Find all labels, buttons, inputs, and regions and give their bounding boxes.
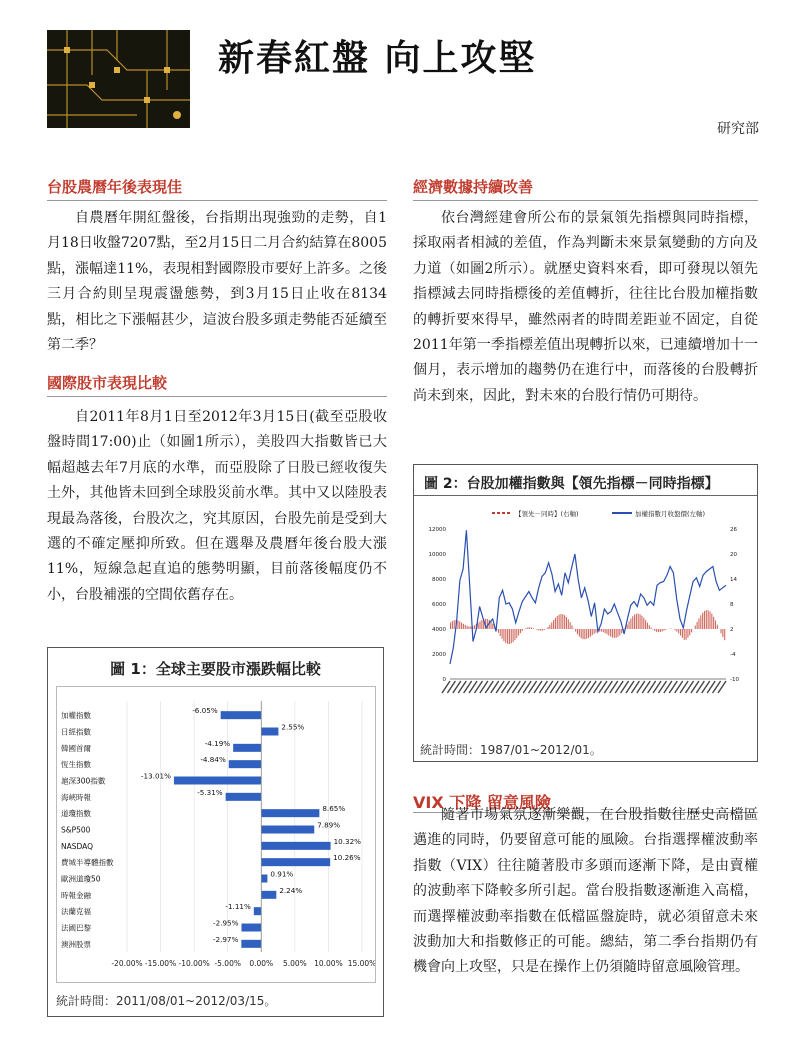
x-tick-label: 10.00%: [314, 959, 343, 968]
indicator-bar: [582, 629, 583, 639]
indicator-bar: [459, 621, 460, 629]
page-title: 新春紅盤 向上攻堅: [218, 38, 537, 79]
indicator-bar: [689, 629, 690, 635]
indicator-bar: [617, 629, 618, 637]
section-text-2: 自2011年8月1日至2012年3月15日(截至亞股收盤時間17:00)止（如圖1所示），美股四大指數皆已大幅超越去年7月底的水準，而亞股除了日股已經收復失土外，其他皆未回到全球股災前水準。其中又以陸股表現最為落後，台股次之，究其原因，台股先前是受到大選的不確定壓抑所致。但在選舉及農曆年後台股大漲11%，短線急起直追的態勢明顯，目前落後幅度仍不小，台股補漲的空間依舊存在。: [47, 409, 387, 603]
indicator-bar: [520, 629, 521, 633]
indicator-bar: [562, 614, 563, 629]
x-tick-label: -5.00%: [214, 959, 241, 968]
indicator-bar: [632, 616, 633, 629]
indicator-bar: [715, 621, 716, 629]
indicator-bar: [724, 629, 725, 640]
indicator-bar: [500, 629, 501, 636]
indicator-bar: [470, 627, 471, 629]
category-label: 法蘭克福: [61, 907, 91, 917]
indicator-bar: [588, 629, 589, 638]
category-label: 韓國首爾: [61, 743, 91, 753]
indicator-bar: [465, 625, 466, 629]
indicator-bar: [570, 622, 571, 629]
indicator-bar: [614, 629, 615, 638]
indicator-bar: [527, 627, 528, 629]
indicator-bar: [658, 629, 659, 632]
data-label: -2.97%: [212, 934, 239, 944]
figure-2: [413, 464, 758, 762]
indicator-bar: [704, 611, 705, 629]
indicator-bar: [454, 620, 455, 629]
bar: [261, 858, 330, 866]
x-tick-label: 0.00%: [249, 959, 274, 968]
data-label: 2.55%: [281, 722, 305, 732]
indicator-bar: [641, 616, 642, 629]
left-tick-label: 6000: [432, 602, 446, 608]
indicator-bar: [686, 629, 687, 640]
bar: [226, 793, 262, 801]
indicator-bar: [682, 629, 683, 638]
data-label: -2.95%: [213, 918, 239, 928]
category-label: 費城半導體指數: [61, 858, 114, 868]
section-rule: [413, 200, 758, 201]
bar: [174, 777, 261, 785]
category-label: 恆生指數: [61, 760, 91, 770]
indicator-bar: [697, 622, 698, 629]
figure-2-note: 統計時間：1987/01~2012/01。: [420, 743, 602, 757]
bar: [229, 760, 261, 768]
legend-label: 【領先－同時】(右軸): [515, 510, 579, 518]
indicator-bar: [700, 615, 701, 629]
indicator-bar: [581, 629, 582, 638]
data-label: 10.32%: [333, 836, 361, 846]
indicator-bar: [590, 629, 591, 637]
indicator-bar: [511, 629, 512, 643]
left-tick-label: 0: [442, 677, 446, 683]
indicator-bar: [540, 629, 541, 631]
legend-label: 加權指數月收盤價(左軸): [635, 510, 706, 518]
indicator-bar: [663, 629, 664, 631]
indicator-bar: [559, 615, 560, 629]
indicator-bar: [505, 629, 506, 643]
indicator-bar: [708, 610, 709, 629]
indicator-bar: [544, 629, 545, 630]
indicator-bar: [457, 621, 458, 629]
indicator-bar: [594, 629, 595, 634]
indicator-bar: [452, 621, 453, 629]
indicator-bar: [461, 623, 462, 629]
indicator-bar: [557, 616, 558, 629]
data-label: 7.89%: [317, 820, 341, 830]
indicator-bar: [518, 629, 519, 635]
indicator-bar: [630, 619, 631, 629]
indicator-bar: [660, 629, 661, 632]
indicator-bar: [662, 629, 663, 631]
x-tick-label: -10.00%: [178, 959, 210, 968]
indicator-bar: [467, 626, 468, 629]
indicator-bar: [610, 629, 611, 637]
indicator-bar: [492, 624, 493, 629]
right-tick-label: 14: [730, 577, 737, 583]
indicator-bar: [533, 628, 534, 629]
x-tick-label: -20.00%: [111, 959, 143, 968]
indicator-bar: [656, 629, 657, 632]
indicator-bar: [717, 625, 718, 629]
indicator-bar: [698, 618, 699, 629]
indicator-bar: [503, 629, 504, 641]
x-tick-label: -15.00%: [144, 959, 177, 968]
indicator-bar: [514, 629, 515, 640]
indicator-bar: [612, 629, 613, 637]
indicator-bar: [522, 629, 523, 631]
left-tick-label: 12000: [428, 527, 446, 533]
indicator-bar: [548, 627, 549, 629]
indicator-bar: [621, 629, 622, 633]
bar: [261, 875, 267, 883]
indicator-bar: [571, 625, 572, 629]
right-tick-label: 26: [730, 527, 737, 533]
figure-2-title-rule: [414, 495, 757, 496]
category-label: 海峽時報: [61, 792, 91, 802]
section-text-1: 自農曆年開紅盤後，台指期出現強勁的走勢，自1月18日收盤7207點，至2月15日二月合約結算在8005點，漲幅達11%，表現相對國際股市要好上許多。之後三月合約則呈現震盪態勢，到3月15日止收在8134點，相比之下漲幅甚少，這波台股多頭走勢能否延續至第二季？: [47, 210, 387, 354]
x-tick-label: 5.00%: [282, 959, 307, 968]
section-title-4b: 下降 留意風險: [443, 793, 551, 812]
category-label: 澳洲股票: [61, 939, 91, 949]
department: 研究部: [717, 121, 759, 137]
indicator-bar: [579, 629, 580, 637]
indicator-bar: [531, 628, 532, 629]
figure-1: [47, 647, 384, 1017]
data-label: 2.24%: [279, 885, 303, 895]
figure-1-plot-frame: [56, 686, 376, 983]
section-text-4: 隨著市場氣氛逐漸樂觀，在台股指數往歷史高檔區邁進的同時，仍要留意可能的風險。台指選擇權波動率指數（VIX）往往隨著股市多頭而逐漸下降，是由賣權的波動率下降較多所引起。當台股指數逐漸進入高檔，而選擇權波動率指數在低檔區盤旋時，就必須留意未來波動加大和指數修正的可能。總結，第二季台指期仍有機會向上攻堅，只是在操作上仍須隨時留意風險管理。: [413, 807, 758, 976]
right-tick-label: -10: [730, 677, 739, 683]
indicator-bar: [586, 629, 587, 639]
indicator-bar: [711, 614, 712, 629]
indicator-bar: [645, 620, 646, 629]
data-label: 0.91%: [270, 869, 294, 879]
indicator-bar: [478, 623, 479, 629]
indicator-bar: [654, 629, 655, 631]
figure-1-note: 統計時間：2011/08/01~2012/03/15。: [56, 994, 277, 1008]
index-line: [450, 530, 726, 664]
section-title-3: 經濟數據持續改善: [413, 178, 534, 196]
indicator-bar: [564, 615, 565, 629]
category-label: S&P500: [61, 825, 91, 835]
figure-1-title: 圖 1：全球主要股市漲跌幅比較: [110, 660, 321, 678]
indicator-bar: [568, 619, 569, 629]
indicator-bar: [684, 629, 685, 640]
indicator-bar: [616, 629, 617, 638]
indicator-bar: [553, 620, 554, 629]
section-title-4a: VIX: [413, 793, 444, 812]
indicator-bar: [691, 629, 692, 632]
indicator-bar: [577, 629, 578, 634]
category-label: 加權指數: [61, 711, 91, 721]
indicator-bar: [619, 629, 620, 635]
indicator-bar: [649, 625, 650, 629]
indicator-bar: [706, 610, 707, 629]
figure-2-chart: [416, 501, 754, 737]
data-label: 10.26%: [333, 853, 361, 863]
left-tick-label: 4000: [432, 627, 446, 633]
indicator-bar: [638, 614, 639, 629]
header-photo: [47, 30, 190, 128]
right-tick-label: 2: [730, 627, 734, 633]
category-label: 時報金融: [61, 890, 91, 900]
left-tick-label: 8000: [432, 577, 446, 583]
indicator-bar: [555, 618, 556, 629]
indicator-bar: [606, 629, 607, 634]
indicator-bar: [634, 615, 635, 629]
category-label: NASDAQ: [61, 841, 94, 851]
section-title-1: 台股農曆年後表現佳: [47, 178, 183, 196]
indicator-bar: [525, 628, 526, 629]
indicator-bar: [536, 629, 537, 630]
indicator-bar: [676, 629, 677, 632]
indicator-bar: [502, 629, 503, 639]
indicator-bar: [720, 629, 721, 633]
category-label: 法國巴黎: [61, 923, 91, 933]
indicator-bar: [509, 629, 510, 644]
indicator-bar: [678, 629, 679, 633]
indicator-bar: [507, 629, 508, 644]
indicator-bar: [647, 623, 648, 629]
indicator-bar: [702, 613, 703, 629]
indicator-bar: [463, 624, 464, 629]
bar: [261, 842, 330, 850]
indicator-bar: [651, 628, 652, 629]
category-label: 歐洲道瓊50: [61, 874, 101, 884]
indicator-bar: [498, 629, 499, 633]
indicator-bar: [592, 629, 593, 635]
indicator-bar: [627, 624, 628, 629]
data-label: -13.01%: [140, 771, 171, 781]
right-tick-label: 8: [730, 602, 734, 608]
left-tick-label: 2000: [432, 652, 446, 658]
section-title-2: 國際股市表現比較: [47, 374, 168, 392]
section-rule: [47, 396, 387, 397]
indicator-bar: [640, 614, 641, 629]
indicator-bar: [575, 629, 576, 632]
indicator-bar: [709, 611, 710, 629]
indicator-bar: [722, 629, 723, 637]
data-label: -6.05%: [192, 706, 218, 716]
bar: [233, 744, 261, 752]
indicator-bar: [516, 629, 517, 638]
right-tick-label: 20: [730, 552, 737, 558]
indicator-bar: [652, 629, 653, 630]
category-label: 滬深300指數: [61, 776, 106, 786]
bar: [261, 809, 319, 817]
data-label: 8.65%: [322, 804, 346, 814]
indicator-bar: [605, 629, 606, 633]
data-label: -1.11%: [225, 902, 251, 912]
x-tick-label: 15.00%: [347, 959, 375, 968]
indicator-bar: [628, 621, 629, 629]
data-label: -5.31%: [197, 787, 223, 797]
indicator-bar: [643, 618, 644, 629]
indicator-bar: [566, 617, 567, 629]
indicator-bar: [479, 621, 480, 629]
bar: [261, 826, 314, 834]
bar: [241, 940, 261, 948]
section-rule: [47, 200, 387, 201]
indicator-bar: [529, 627, 530, 629]
indicator-bar: [542, 629, 543, 631]
indicator-bar: [695, 626, 696, 629]
figure-1-chart: [57, 687, 375, 982]
indicator-bar: [584, 629, 585, 639]
indicator-bar: [481, 620, 482, 629]
indicator-bar: [680, 629, 681, 636]
indicator-bar: [551, 622, 552, 629]
indicator-bar: [674, 629, 675, 630]
indicator-bar: [713, 617, 714, 629]
indicator-bar: [474, 625, 475, 629]
indicator-bar: [468, 626, 469, 629]
indicator-bar: [687, 629, 688, 638]
data-label: -4.84%: [200, 755, 226, 765]
bar: [254, 907, 261, 915]
bar: [261, 728, 278, 736]
indicator-bar: [608, 629, 609, 635]
indicator-bar: [513, 629, 514, 642]
indicator-bar: [636, 614, 637, 629]
data-label: -4.19%: [204, 738, 231, 748]
indicator-bar: [665, 629, 666, 630]
indicator-bar: [595, 629, 596, 633]
right-tick-label: -4: [730, 652, 736, 658]
indicator-bar: [490, 621, 491, 629]
indicator-bar: [603, 629, 604, 632]
indicator-bar: [601, 629, 602, 632]
indicator-bar: [560, 614, 561, 629]
category-label: 道瓊指數: [61, 809, 91, 819]
bar: [261, 891, 276, 899]
category-label: 日經指數: [61, 727, 91, 737]
indicator-bar: [549, 625, 550, 629]
figure-2-title: 圖 2：台股加權指數與【領先指標－同時指標】: [424, 476, 719, 492]
left-tick-label: 10000: [428, 552, 446, 558]
bar: [221, 711, 262, 719]
section-text-3: 依台灣經建會所公布的景氣領先指標與同時指標，採取兩者相減的差值，作為判斷未來景氣變動的方向及力道（如圖2所示）。就歷史資料來看，即可發現以領先指標減去同時指標後的差值轉折，往往比台股加權指數的轉折要來得早，雖然兩者的時間差距並不固定，自從2011年第一季指標差值出現轉折以來，已連續增加十一個月，表示增加的趨勢仍在進行中，而落後的台股轉折尚未到來，因此，對未來的台股行情仍可期待。: [413, 210, 758, 404]
indicator-bar: [450, 623, 451, 629]
bar: [241, 924, 261, 932]
indicator-bar: [538, 629, 539, 630]
